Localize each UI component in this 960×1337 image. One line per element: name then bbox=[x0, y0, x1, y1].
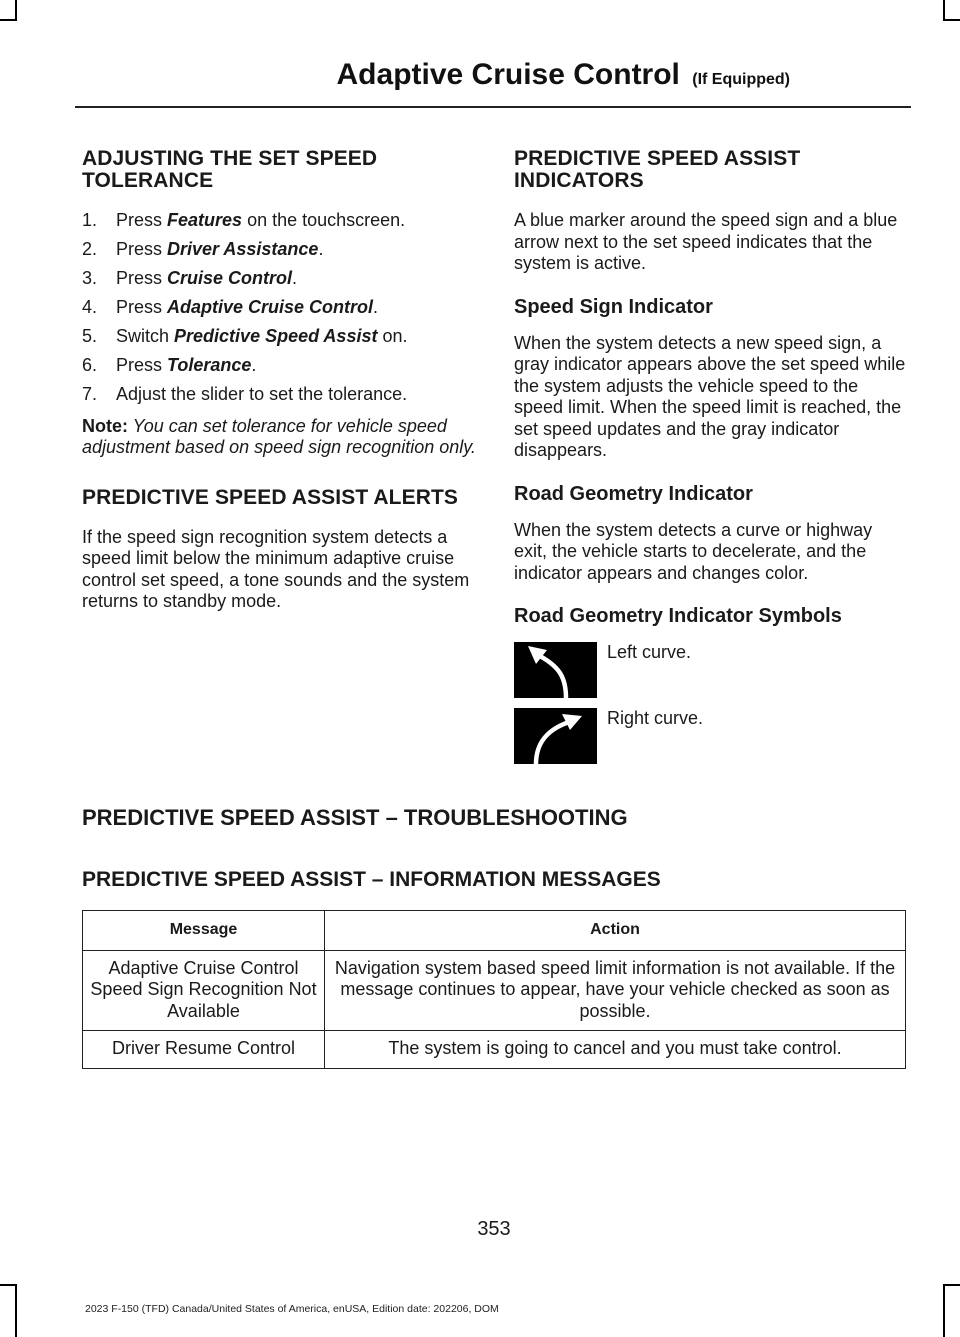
step-number: 4. bbox=[82, 297, 98, 317]
section-title-troubleshooting: PREDICTIVE SPEED ASSIST – TROUBLESHOOTING bbox=[82, 805, 628, 830]
troubleshooting-heading-wrap bbox=[82, 806, 906, 830]
messages-heading-wrap bbox=[82, 868, 906, 892]
step-text: . bbox=[373, 297, 379, 317]
road-geometry-body: When the system detects a curve or highway exit, the vehicle starts to decelerate, and the indicator appears and changes color. bbox=[514, 519, 873, 583]
step-text: . bbox=[318, 239, 324, 259]
symbol-label: Right curve. bbox=[607, 708, 704, 728]
step-keyword: Adaptive Cruise Control bbox=[167, 297, 374, 317]
table-cell: The system is going to cancel and you must take control. bbox=[325, 1031, 906, 1069]
note-label: Note: bbox=[82, 415, 128, 436]
steps-list bbox=[82, 210, 477, 406]
list-item bbox=[82, 326, 477, 348]
list-item bbox=[82, 210, 477, 232]
step-text: on. bbox=[377, 326, 408, 346]
table-cell: Driver Resume Control bbox=[83, 1031, 325, 1069]
left-curve-icon bbox=[514, 642, 597, 698]
crop-mark bbox=[943, 1284, 960, 1286]
step-number: 5. bbox=[82, 326, 98, 346]
crop-mark bbox=[15, 0, 17, 20]
crop-mark bbox=[943, 19, 960, 21]
symbol-row-right-curve bbox=[514, 708, 910, 764]
right-curve-icon bbox=[514, 708, 597, 764]
step-keyword: Cruise Control bbox=[167, 268, 293, 288]
note-text: You can set tolerance for vehicle speed adjustment based on speed sign recognition only. bbox=[82, 415, 476, 457]
section-title-adjusting: ADJUSTING THE SET SPEED TOLERANCE bbox=[82, 147, 378, 192]
table-row bbox=[83, 1031, 906, 1069]
step-text: Switch bbox=[116, 326, 175, 346]
header-title-text: Adaptive Cruise Control bbox=[336, 58, 680, 91]
list-item bbox=[82, 355, 477, 377]
step-text: Press bbox=[116, 210, 168, 230]
step-keyword: Predictive Speed Assist bbox=[174, 326, 378, 346]
symbol-label: Left curve. bbox=[607, 642, 692, 662]
crop-mark bbox=[943, 0, 945, 20]
table-cell: Navigation system based speed limit information is not available. If the message continues to appear, have your vehicle checked as soon as possible. bbox=[325, 950, 906, 1031]
information-messages-table bbox=[82, 910, 906, 1069]
step-text: . bbox=[251, 355, 257, 375]
table-header-cell: Action bbox=[325, 911, 906, 951]
indicators-body: A blue marker around the speed sign and a blue arrow next to the set speed indicates that the system is active. bbox=[514, 210, 898, 273]
step-number: 2. bbox=[82, 239, 98, 259]
section-title-indicators: PREDICTIVE SPEED ASSIST INDICATORS bbox=[514, 147, 801, 192]
step-text: on the touchscreen. bbox=[242, 210, 406, 230]
list-item bbox=[82, 268, 477, 290]
table-row bbox=[83, 950, 906, 1031]
crop-mark bbox=[0, 19, 17, 21]
step-text: Adjust the slider to set the tolerance. bbox=[116, 384, 408, 404]
step-keyword: Features bbox=[167, 210, 243, 230]
subsection-title-speed-sign: Speed Sign Indicator bbox=[514, 295, 713, 318]
step-text: Press bbox=[116, 268, 168, 288]
step-text: Press bbox=[116, 297, 168, 317]
section-title-alerts: PREDICTIVE SPEED ASSIST ALERTS bbox=[82, 485, 459, 509]
step-text: Press bbox=[116, 239, 168, 259]
step-text: Press bbox=[116, 355, 168, 375]
step-keyword: Tolerance bbox=[167, 355, 252, 375]
footer-text: 2023 F-150 (TFD) Canada/United States of America, enUSA, Edition date: 202206, DOM bbox=[85, 1303, 499, 1315]
step-number: 6. bbox=[82, 355, 98, 375]
step-number: 1. bbox=[82, 210, 98, 230]
list-item bbox=[82, 297, 477, 319]
step-text: . bbox=[292, 268, 298, 288]
step-keyword: Driver Assistance bbox=[167, 239, 319, 259]
section-title-information-messages: PREDICTIVE SPEED ASSIST – INFORMATION MESSAGES bbox=[82, 868, 661, 891]
page-number: 353 bbox=[477, 1218, 511, 1240]
speed-sign-body: When the system detects a new speed sign, a gray indicator appears above the set speed while the system adjusts the vehicle speed to the speed limit. When the speed limit is reached, the set speed updates and the gray indicator disappears. bbox=[514, 332, 906, 460]
header-title-suffix: (If Equipped) bbox=[692, 71, 790, 88]
right-column bbox=[514, 148, 910, 774]
table-header-row bbox=[83, 911, 906, 951]
subsection-title-road-geometry: Road Geometry Indicator bbox=[514, 482, 753, 505]
crop-mark bbox=[0, 1284, 17, 1286]
subsection-title-symbols: Road Geometry Indicator Symbols bbox=[514, 605, 842, 627]
alerts-body: If the speed sign recognition system detects a speed limit below the minimum adaptive cruise control set speed, a tone sounds and the system returns to standby mode. bbox=[82, 526, 470, 611]
list-item bbox=[82, 239, 477, 261]
crop-mark bbox=[15, 1285, 17, 1337]
header-divider bbox=[75, 106, 911, 108]
left-column bbox=[82, 148, 477, 633]
table-header-cell: Message bbox=[83, 911, 325, 951]
list-item bbox=[82, 384, 477, 406]
table-cell: Adaptive Cruise Control Speed Sign Recognition Not Available bbox=[83, 950, 325, 1031]
symbol-row-left-curve bbox=[514, 642, 910, 698]
note bbox=[82, 416, 477, 459]
step-number: 7. bbox=[82, 384, 98, 404]
crop-mark bbox=[943, 1285, 945, 1337]
page-header-title bbox=[337, 58, 790, 92]
step-number: 3. bbox=[82, 268, 98, 288]
